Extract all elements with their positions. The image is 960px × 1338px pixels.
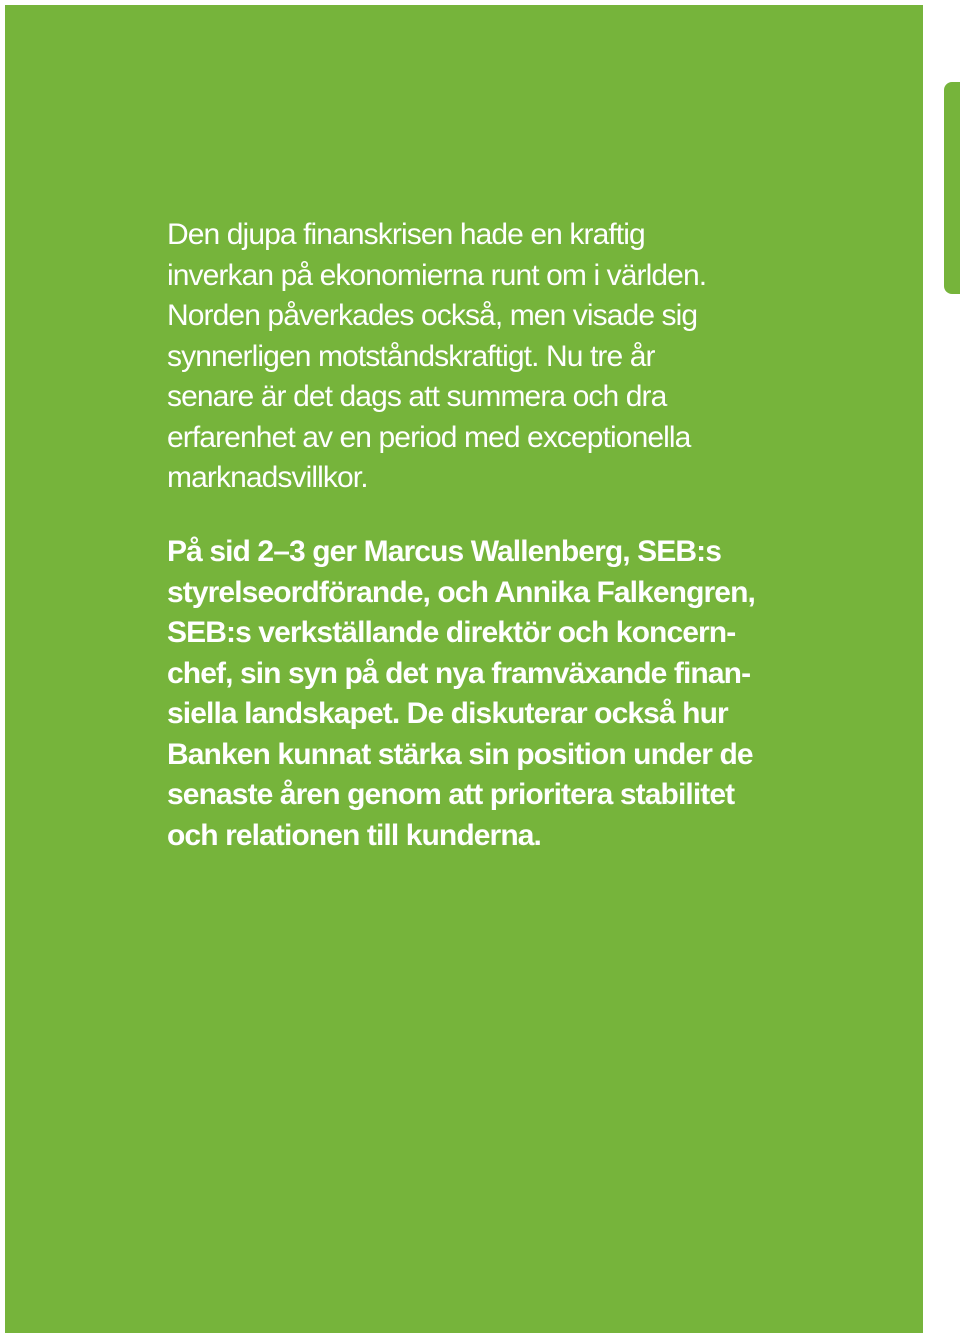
side-tab xyxy=(944,82,960,294)
body-line: Banken kunnat stärka sin position under de xyxy=(167,737,753,771)
body-line: siella landskapet. De diskuterar också hur xyxy=(167,697,728,730)
body-line: chef, sin syn på det nya framväxande finan- xyxy=(167,656,751,690)
intro-line: erfarenhet av en period med exceptionella xyxy=(167,420,691,454)
body-line: SEB:s verkställande direktör och koncern- xyxy=(167,616,736,649)
intro-line: senare är det dags att summera och dra xyxy=(167,380,667,413)
intro-line: inverkan på ekonomierna runt om i världen. xyxy=(167,258,707,292)
intro-line: marknadsvillkor. xyxy=(167,461,368,494)
body-line: styrelseordförande, och Annika Falkengren, xyxy=(167,575,755,609)
intro-paragraph xyxy=(167,215,807,499)
body-paragraph xyxy=(167,532,807,856)
intro-line: Den djupa finanskrisen hade en kraftig xyxy=(167,218,645,251)
intro-line: synnerligen motståndskraftigt. Nu tre år xyxy=(167,339,655,373)
body-line: och relationen till kunderna. xyxy=(167,818,541,852)
intro-line: Norden påverkades också, men visade sig xyxy=(167,299,698,332)
body-line: senaste åren genom att prioritera stabilitet xyxy=(167,778,735,811)
body-line: På sid 2–3 ger Marcus Wallenberg, SEB:s xyxy=(167,535,722,568)
